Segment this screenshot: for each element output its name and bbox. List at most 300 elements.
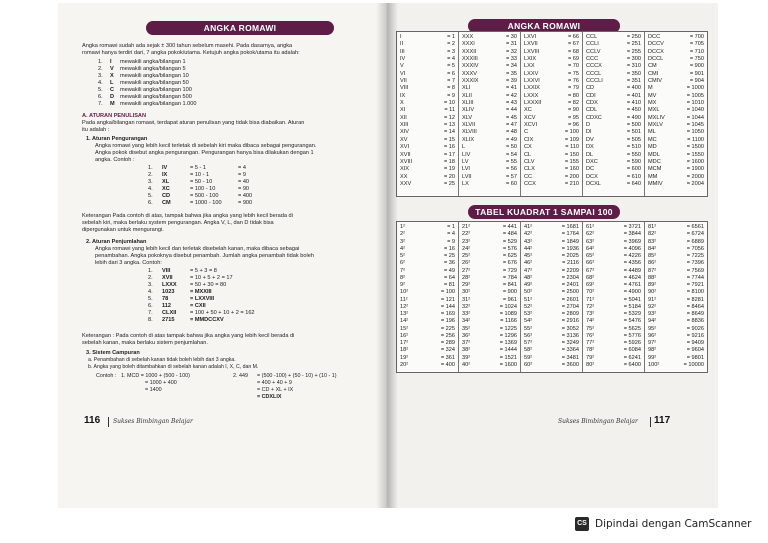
- example-cell: = 50 + 30 = 80: [190, 282, 227, 288]
- table-key: 37²: [462, 340, 471, 346]
- note-subtraction: [82, 213, 372, 234]
- example-cell: CM: [162, 200, 171, 206]
- table-key: 28²: [462, 274, 471, 281]
- example-cell: 6.: [148, 303, 153, 309]
- roman-symbol: C: [110, 87, 115, 93]
- table-value: = 39: [505, 78, 517, 85]
- table-key: V: [400, 63, 404, 70]
- table-key: MM: [648, 173, 658, 180]
- squares-table-banner: TABEL KUADRAT 1 SAMPAI 100: [468, 205, 620, 219]
- table-key: CD: [586, 85, 595, 92]
- table-key: 5²: [400, 253, 405, 259]
- table-value: = 904: [689, 78, 704, 85]
- example-cell: = MXXIII: [190, 289, 212, 295]
- table-key: DXC: [586, 158, 598, 165]
- example-cell: 7.: [148, 310, 153, 316]
- table-row: [645, 362, 707, 369]
- table-row: [583, 304, 644, 311]
- table-key: 64²: [586, 245, 595, 252]
- table-value: = 54: [505, 151, 517, 158]
- table-row: [521, 355, 582, 362]
- table-row: [521, 85, 582, 92]
- table-key: 82²: [648, 231, 657, 238]
- table-column: [521, 222, 583, 372]
- example-cell: 4.: [148, 186, 153, 192]
- table-key: 51²: [524, 296, 533, 303]
- table-value: = 4: [447, 231, 455, 238]
- table-row: [397, 275, 458, 282]
- table-value: = 6241: [623, 354, 641, 361]
- table-value: = 150: [564, 151, 579, 158]
- table-value: = 1500: [686, 144, 704, 151]
- table-key: III: [400, 48, 405, 55]
- table-row: [397, 71, 458, 78]
- table-row: [645, 181, 707, 188]
- table-row: [521, 159, 582, 166]
- table-value: = 33: [505, 56, 517, 63]
- table-value: = 400: [440, 361, 455, 368]
- table-key: CLV: [524, 158, 535, 165]
- table-key: 61²: [586, 224, 595, 230]
- table-key: 9²: [400, 282, 405, 288]
- table-value: = 2025: [561, 253, 579, 259]
- table-row: [645, 34, 707, 41]
- table-value: = 529: [502, 238, 517, 245]
- table-row: [583, 246, 644, 253]
- table-row: [397, 122, 458, 129]
- table-row: [459, 41, 520, 48]
- roman-symbol: X: [110, 73, 114, 79]
- table-key: CX: [524, 144, 532, 151]
- text-line: 1. MCD = 1000 + (500 - 100): [121, 373, 190, 379]
- table-row: [583, 289, 644, 296]
- symbol-row: [98, 73, 197, 80]
- table-value: = 900: [502, 289, 517, 296]
- table-value: = 4624: [623, 274, 641, 281]
- table-row: [583, 93, 644, 100]
- table-row: [521, 260, 582, 267]
- table-key: 88²: [648, 274, 657, 281]
- table-value: = 210: [564, 180, 579, 187]
- table-key: CCCX: [586, 63, 602, 70]
- table-value: = 79: [567, 85, 579, 92]
- table-key: XV: [400, 136, 408, 143]
- table-value: = 1045: [686, 122, 704, 129]
- table-value: = 1369: [499, 340, 517, 346]
- table-row: [583, 34, 644, 41]
- table-key: 47²: [524, 267, 533, 274]
- table-key: 98²: [648, 347, 657, 354]
- table-key: 60²: [524, 361, 533, 368]
- table-key: MDL: [648, 151, 660, 158]
- table-key: 97²: [648, 340, 657, 346]
- table-key: CCL: [586, 34, 598, 40]
- table-value: = 43: [505, 100, 517, 107]
- table-row: [521, 63, 582, 70]
- table-row: [645, 347, 707, 354]
- table-value: = 17: [443, 151, 455, 158]
- example-cell: 1023: [162, 289, 175, 295]
- table-value: = 3364: [561, 347, 579, 354]
- table-value: = 251: [626, 41, 641, 48]
- table-value: = 5926: [623, 340, 641, 346]
- table-value: = 8464: [686, 303, 704, 310]
- table-value: = 64: [443, 274, 455, 281]
- table-value: = 49: [505, 136, 517, 143]
- example-cell: = 500 - 100: [190, 193, 219, 199]
- example-cell: = 40: [238, 179, 250, 185]
- table-value: = 25: [443, 180, 455, 187]
- example-row: [148, 165, 258, 172]
- section-text-line: Pada angka/bilangan romawi, terdapat aturan penulisan yang tidak bisa diabaikan. Aturan: [82, 120, 305, 126]
- table-key: DV: [586, 136, 594, 143]
- example-row: [148, 172, 258, 179]
- example-cell: 1.: [148, 165, 153, 171]
- roman-table-banner: ANGKA ROMAWI: [468, 19, 620, 33]
- table-row: [459, 34, 520, 41]
- table-row: [583, 115, 644, 122]
- table-row: [583, 129, 644, 136]
- table-row: [521, 239, 582, 246]
- table-key: LXXX: [524, 92, 539, 99]
- table-value: = 2304: [561, 274, 579, 281]
- table-value: = 35: [505, 70, 517, 77]
- table-key: XC: [524, 107, 532, 114]
- table-row: [583, 275, 644, 282]
- table-row: [459, 260, 520, 267]
- table-value: = 9216: [686, 332, 704, 339]
- table-row: [645, 275, 707, 282]
- table-row: [645, 355, 707, 362]
- table-value: = 56: [505, 166, 517, 173]
- table-value: = 501: [626, 129, 641, 136]
- example-row: [148, 186, 258, 193]
- table-value: = 600: [626, 166, 641, 173]
- table-value: = 2004: [686, 180, 704, 187]
- table-value: = 5329: [623, 311, 641, 317]
- table-key: MMIV: [648, 180, 663, 187]
- table-value: = 1600: [686, 158, 704, 165]
- table-row: [397, 260, 458, 267]
- table-value: = 6889: [686, 238, 704, 245]
- table-key: 56²: [524, 332, 533, 339]
- table-key: LXVI: [524, 34, 537, 40]
- table-row: [397, 115, 458, 122]
- table-row: [459, 355, 520, 362]
- table-row: [521, 107, 582, 114]
- table-value: = 76: [567, 78, 579, 85]
- table-row: [583, 355, 644, 362]
- table-value: = 576: [502, 245, 517, 252]
- table-row: [459, 122, 520, 129]
- table-value: = 9: [447, 238, 455, 245]
- symbol-text: mewakili angka/bilangan 500: [120, 94, 192, 100]
- symbol-row: [98, 101, 197, 108]
- squares-table: [396, 221, 708, 373]
- table-key: 6²: [400, 260, 405, 267]
- table-key: 68²: [586, 274, 595, 281]
- table-row: [521, 129, 582, 136]
- table-key: 72²: [586, 303, 595, 310]
- table-value: = 6724: [686, 231, 704, 238]
- table-row: [397, 137, 458, 144]
- table-row: [521, 340, 582, 347]
- table-row: [459, 152, 520, 159]
- table-value: = 10000: [683, 361, 704, 368]
- table-key: 58²: [524, 347, 533, 354]
- table-value: = 1040: [686, 107, 704, 114]
- table-key: LXXIX: [524, 85, 540, 92]
- table-value: = 7396: [686, 260, 704, 267]
- table-value: = 169: [440, 311, 455, 317]
- table-key: 57²: [524, 340, 533, 346]
- example-cell: CLXII: [162, 310, 177, 316]
- table-key: 78²: [586, 347, 595, 354]
- table-row: [521, 275, 582, 282]
- table-value: = 100: [440, 289, 455, 296]
- table-key: 34²: [462, 318, 471, 325]
- table-key: XLIII: [462, 100, 474, 107]
- table-row: [521, 253, 582, 260]
- table-value: = 700: [689, 34, 704, 40]
- table-key: 8²: [400, 274, 405, 281]
- table-value: = 55: [505, 158, 517, 165]
- table-row: [521, 144, 582, 151]
- table-value: = 1005: [686, 92, 704, 99]
- table-value: = 676: [502, 260, 517, 267]
- table-value: = 7921: [686, 282, 704, 288]
- roman-symbol: I: [110, 59, 112, 65]
- table-row: [521, 304, 582, 311]
- table-row: [645, 85, 707, 92]
- symbol-row: [98, 59, 197, 66]
- table-row: [397, 93, 458, 100]
- table-key: 43²: [524, 238, 533, 245]
- table-key: 25²: [462, 253, 471, 259]
- table-value: = 160: [564, 166, 579, 173]
- table-value: = 19: [443, 166, 455, 173]
- table-key: XVII: [400, 151, 411, 158]
- symbol-text: 7.: [98, 101, 103, 107]
- table-key: 41²: [524, 224, 533, 230]
- example-row: [148, 317, 255, 324]
- table-key: 24²: [462, 245, 471, 252]
- table-row: [645, 107, 707, 114]
- table-value: = 5184: [623, 303, 641, 310]
- table-key: 80²: [586, 361, 595, 368]
- table-value: = 25: [443, 253, 455, 259]
- table-value: = 16: [443, 245, 455, 252]
- table-key: MCM: [648, 166, 662, 173]
- table-key: 85²: [648, 253, 657, 259]
- symbol-row: [98, 87, 197, 94]
- text-line: lebih dari 3 angka. Contoh:: [95, 260, 162, 266]
- footer-divider: [108, 417, 109, 427]
- table-row: [397, 56, 458, 63]
- table-column: [397, 32, 459, 196]
- example-cell: 78: [162, 296, 169, 302]
- table-row: [645, 129, 707, 136]
- table-value: = 1: [447, 224, 455, 230]
- table-key: 100²: [648, 361, 660, 368]
- table-value: = 750: [689, 56, 704, 63]
- example-row: [148, 200, 258, 207]
- table-key: 27²: [462, 267, 471, 274]
- table-row: [521, 115, 582, 122]
- table-key: 11²: [400, 296, 408, 303]
- table-row: [521, 246, 582, 253]
- table-key: CMIV: [648, 78, 662, 85]
- table-key: VII: [400, 78, 407, 85]
- table-value: = 155: [564, 158, 579, 165]
- table-value: = 1024: [499, 303, 517, 310]
- table-key: IX: [400, 92, 406, 99]
- table-key: MXLIV: [648, 114, 665, 121]
- table-value: = 1936: [561, 245, 579, 252]
- table-row: [397, 34, 458, 41]
- table-key: 19²: [400, 354, 409, 361]
- table-row: [397, 49, 458, 56]
- example-cell: CD: [162, 193, 171, 199]
- table-key: MX: [648, 100, 657, 107]
- roman-symbol: V: [110, 66, 114, 72]
- table-key: DC: [586, 166, 595, 173]
- table-value: = 30: [505, 34, 517, 40]
- table-value: = 144: [440, 303, 455, 310]
- roman-symbol-list: [98, 59, 197, 108]
- table-value: = 67: [567, 41, 579, 48]
- table-value: = 1050: [686, 129, 704, 136]
- table-key: 29²: [462, 282, 471, 288]
- camscanner-watermark: [575, 517, 751, 531]
- table-key: 92²: [648, 303, 657, 310]
- roman-numeral-table: [396, 31, 708, 197]
- table-value: = 1444: [499, 347, 517, 354]
- table-value: = 90: [567, 107, 579, 114]
- symbol-text: 3.: [98, 73, 103, 79]
- table-value: = 256: [440, 332, 455, 339]
- table-row: [397, 347, 458, 354]
- table-value: = 2: [447, 41, 455, 48]
- section-heading: A. ATURAN PENULISAN: [82, 113, 147, 119]
- text-line: = 1000 + 400: [145, 380, 177, 386]
- table-row: [397, 340, 458, 347]
- example-cell: = 10 - 1: [190, 172, 210, 178]
- table-value: = 2500: [561, 289, 579, 296]
- table-key: CIX: [524, 136, 534, 143]
- text-line: = CD + XL + IX: [257, 387, 294, 393]
- table-row: [397, 253, 458, 260]
- table-key: M: [648, 85, 653, 92]
- example-row: [148, 282, 255, 289]
- table-key: 4²: [400, 245, 405, 252]
- table-row: [583, 144, 644, 151]
- table-value: = 900: [689, 63, 704, 70]
- symbol-text: mewakili angka/bilangan 50: [120, 80, 189, 86]
- table-value: = 8100: [686, 289, 704, 296]
- table-value: = 13: [443, 122, 455, 129]
- table-value: = 1900: [686, 166, 704, 173]
- table-value: = 57: [505, 173, 517, 180]
- example-cell: = 4: [238, 165, 246, 171]
- example-cell: = 400: [238, 193, 253, 199]
- table-value: = 500: [626, 122, 641, 129]
- table-key: XLVII: [462, 122, 476, 129]
- table-row: [459, 333, 520, 340]
- table-key: DL: [586, 151, 594, 158]
- table-row: [583, 231, 644, 238]
- table-key: L: [462, 144, 466, 151]
- example-cell: = CXII: [190, 303, 206, 309]
- table-row: [645, 268, 707, 275]
- table-row: [521, 49, 582, 56]
- book-gutter-shadow: [376, 3, 398, 508]
- example-cell: = MMDCCXV: [190, 317, 224, 323]
- table-key: CDI: [586, 92, 596, 99]
- table-row: [459, 304, 520, 311]
- table-key: 32²: [462, 303, 471, 310]
- table-row: [397, 78, 458, 85]
- table-value: = 82: [567, 100, 579, 107]
- table-value: = 34: [505, 63, 517, 70]
- table-value: = 484: [502, 231, 517, 238]
- table-value: = 6084: [623, 347, 641, 354]
- intro-paragraph: [82, 43, 372, 57]
- table-key: DCCX: [648, 48, 664, 55]
- table-row: [459, 282, 520, 289]
- table-value: = 66: [567, 34, 579, 40]
- table-row: [459, 93, 520, 100]
- table-value: = 110: [565, 144, 579, 151]
- table-key: DX: [586, 144, 594, 151]
- example-cell: = 100 + 50 + 10 + 2 = 162: [190, 310, 255, 316]
- table-value: = 31: [505, 41, 517, 48]
- table-column: [645, 222, 707, 372]
- table-value: = 5: [447, 63, 455, 70]
- table-value: = 50: [505, 144, 517, 151]
- example-row: [148, 289, 255, 296]
- table-key: 10²: [400, 289, 409, 296]
- table-row: [459, 174, 520, 181]
- table-value: = 196: [440, 318, 455, 325]
- section-text-line: itu adalah :: [82, 127, 110, 133]
- footer-text: Sukses Bimbingan Belajar: [113, 418, 193, 425]
- footer-divider: [650, 417, 651, 427]
- table-value: = 2000: [686, 173, 704, 180]
- text-line: sebelah kanan, maka berlaku sistem penjumlahan.: [82, 340, 208, 346]
- table-value: = 841: [502, 282, 517, 288]
- table-key: 79²: [586, 354, 595, 361]
- table-row: [583, 100, 644, 107]
- table-value: = 1: [447, 34, 455, 40]
- table-row: [583, 41, 644, 48]
- table-key: DCXL: [586, 180, 601, 187]
- table-value: = 1044: [686, 114, 704, 121]
- table-value: = 3: [447, 48, 455, 55]
- table-value: = 9604: [686, 347, 704, 354]
- table-key: XI: [400, 107, 406, 114]
- table-row: [397, 63, 458, 70]
- table-row: [645, 41, 707, 48]
- table-row: [521, 122, 582, 129]
- table-value: = 2601: [561, 296, 579, 303]
- symbol-text: 4.: [98, 80, 103, 86]
- table-key: XIV: [400, 129, 410, 136]
- table-row: [645, 239, 707, 246]
- table-row: [583, 71, 644, 78]
- example-cell: = 9: [238, 172, 246, 178]
- text-line: = 1400: [145, 387, 162, 393]
